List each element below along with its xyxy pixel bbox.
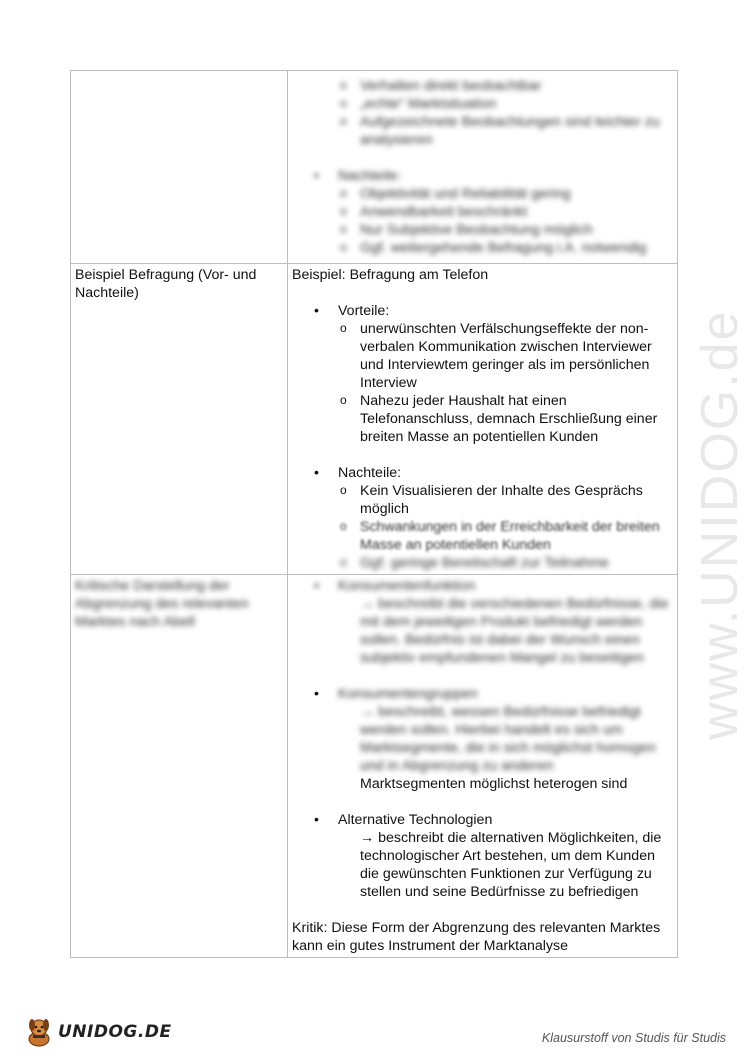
content-table [70,70,678,958]
list-item: o „echte“ Marktsituation [338,95,673,113]
footer-tagline: Klausurstoff von Studis für Studis [541,1031,726,1045]
list-item: o Anwendbarkeit beschränkt [338,203,673,221]
list-item: • Konsumentengruppen → beschreibt, wessen Bedürfnisse befriedigt werden sollen. Hierbei handelt es sich um Marktsegmente, die in sich möglichst homogen und in Abgrenzung zu anderen Marktsegmenten möglichst heterogen sind [314,685,673,793]
table-row [71,71,678,264]
row-label: Kritische Darstellung der Abgrenzung des relevanten Marktes nach Abell [75,578,249,630]
logo-text: UNIDOG.DE [58,1022,172,1042]
list-item: • Vorteile: o unerwünschten Verfälschungseffekte der non-verbalen Kommunikation zwischen Interviewer und Interviewtem geringer als im persönlichen Interview o Nahezu jeder Haushalt hat einen Telefonanschluss, demnach Erschließung einer breiten Masse an potentiellen Kunden [314,302,673,446]
list-item: o Aufgezeichnete Beobachtungen sind leichter zu analysieren [338,113,673,149]
list-item: o Nur Subjektive Beobachtung möglich [338,221,673,239]
list-item: o Nahezu jeder Haushalt hat einen Telefonanschluss, demnach Erschließung einer breiten Masse an potentiellen Kunden [338,392,673,446]
table-cell-left [71,575,288,958]
list-item: o Ggf. weitergehende Befragung i.A. notwendig [338,239,673,257]
list-item: o Schwankungen in der Erreichbarkeit der breiten Masse an potentiellen Kunden [338,518,673,554]
blurred-content [292,577,673,667]
list-item: o Kein Visualisieren der Inhalte des Gesprächs möglich [338,482,673,518]
list-item: • Alternative Technologien → beschreibt die alternativen Möglichkeiten, die technologischer Art bestehen, um dem Kunden die gewünschten Funktionen zur Verfügung zu stellen und seine Bedürfnisse zu befriedigen [314,811,673,901]
table-cell-right [288,71,678,264]
dog-mascot-icon [22,1015,56,1049]
table-cell-right [288,264,678,575]
critique-text: Kritik: Diese Form der Abgrenzung des relevanten Marktes kann ein gutes Instrument der Marktanalyse [292,920,661,954]
watermark-text: www.UNIDOG.de [691,309,749,740]
list-item: • Konsumentenfunktion → beschreibt die verschiedenen Bedürfnisse, die mit dem jeweiligen Produkt befriedigt werden sollen. Bedürfnis ist dabei der Wunsch einen subjektiv empfundenen Mangel zu beseitigen [314,577,673,667]
footer-logo [22,1015,172,1049]
blurred-content [292,77,673,257]
list-item: o Objektivität und Reliabilität gering [338,185,673,203]
table-cell-left [71,264,288,575]
list-item: • Nachteile: o Kein Visualisieren der Inhalte des Gesprächs möglich o Schwankungen in der Erreichbarkeit der breiten Masse an potentiellen Kunden o Ggf. geringe Bereitschaft zur Teilnahme [314,464,673,572]
table-cell-right [288,575,678,958]
list-item: o Verhalten direkt beobachtbar [338,77,673,95]
list-item: o unerwünschten Verfälschungseffekte der non-verbalen Kommunikation zwischen Interviewer und Interviewtem geringer als im persönlichen Interview [338,320,673,392]
table-row [71,575,678,958]
row-label: Beispiel Befragung (Vor- und Nachteile) [75,267,257,301]
table-cell-left [71,71,288,264]
table-row [71,264,678,575]
list-item: • Nachteile: o Objektivität und Reliabilität gering o Anwendbarkeit beschränkt o Nur Subjektive Beobachtung möglich o Ggf. weitergehende Befragung i.A. notwendig [314,167,673,257]
row-heading: Beispiel: Befragung am Telefon [292,267,489,283]
list-item: o Ggf. geringe Bereitschaft zur Teilnahme [338,554,673,572]
